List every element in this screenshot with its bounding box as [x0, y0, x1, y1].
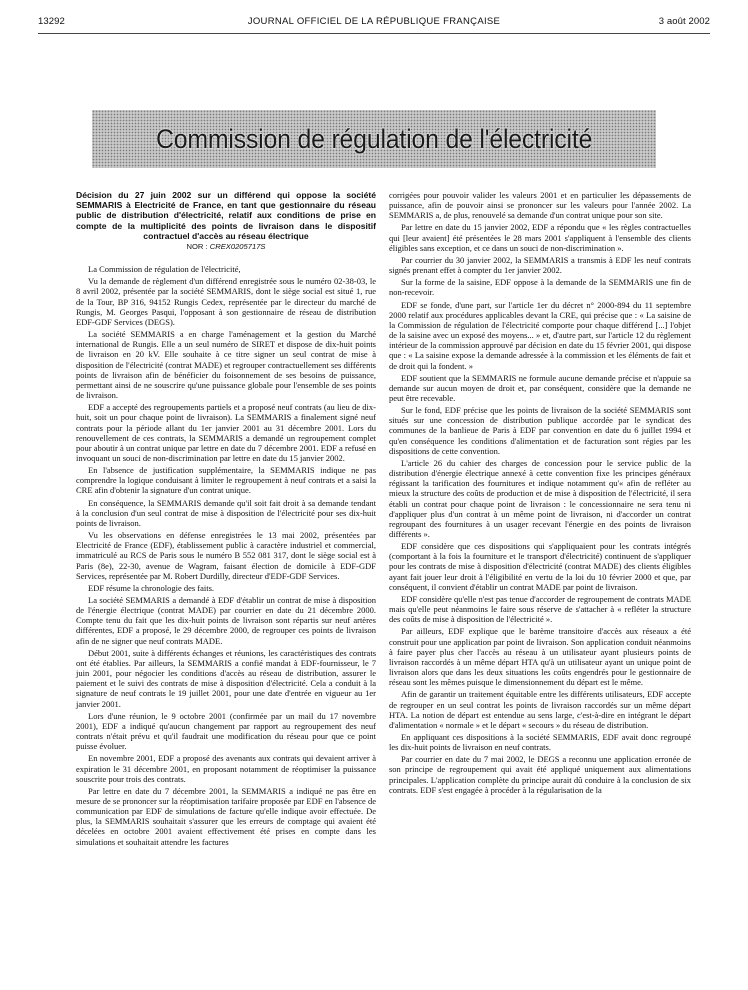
paragraph: EDF a accepté des regroupements partiels et a proposé neuf contrats (au lieu de dix-huit, soit un pour chaque point de livraison). La SEMMARIS a finalement signé neuf contrats pour la période allant du 1er janvier 2001 au 31 décembre 2001. Lors du renouvellement de ces contrats, la SEMMARIS a demandé un regroupement complet pour aboutir à un contrat unique par lettre en date du 7 décembre 2001. EDF a refusé en invoquant un souci de non-discrimination par lettre en date du 15 janvier 2002.	[76, 402, 376, 463]
section-banner-title: Commission de régulation de l'électricité	[155, 123, 593, 154]
paragraph: Vu les observations en défense enregistrées le 13 mai 2002, présentées par Electricité de France (EDF), établissement public à caractère industriel et commercial, immatriculé au RCS de Paris sous le numéro B 552 081 317, dont le siège social est à Paris (8e), 22-30, avenue de Wagram, faisant élection de domicile à EDF-GDF Services, représentée par M. Robert Durdilly, directeur d'EDF-GDF Services.	[76, 530, 376, 581]
paragraph: En novembre 2001, EDF a proposé des avenants aux contrats qui devaient arriver à expiration le 31 décembre 2001, en proposant notamment de réoptimiser la puissance souscrite pour trois des contrats.	[76, 753, 376, 784]
header-rule	[38, 33, 710, 34]
right-column-body	[389, 222, 691, 794]
decision-title: Décision du 27 juin 2002 sur un différend qui oppose la société SEMMARIS à Electricité de France, en tant que gestionnaire du réseau public de distribution d'électricité, relatif aux conditions de prise en compte de la multiplicité des points de livraison dans le dispositif contractuel d'accès au réseau électrique	[76, 190, 376, 241]
paragraph: La société SEMMARIS a en charge l'aménagement et la gestion du Marché international de Rungis. Elle a un seul numéro de SIRET et dispose de dix-huit points de livraison en 20 kV. Elle souhaite à ce titre signer un seul contrat de mise à disposition de l'électricité (contrat MADE) et regrouper contractuellement ses différents points de livraison afin de bénéficier du foisonnement de ses besoins de puissance, permettant ainsi de ne souscrire qu'une puissance globale pour l'ensemble de ses points de livraison.	[76, 329, 376, 401]
paragraph: Début 2001, suite à différents échanges et réunions, les caractéristiques des contrats ont été établies. Par ailleurs, la SEMMARIS a confié mandat à EDF-fournisseur, le 7 juin 2001, pour négocier les conditions d'accès au réseau de distribution, assurer le paiement et le suivi des contrats de mise à disposition d'électricité. Cela a conduit à la signature de neuf contrats le 19 juillet 2001, pour une date d'entrée en vigueur au 1er janvier 2001.	[76, 647, 376, 709]
left-column	[76, 190, 376, 849]
page-header	[38, 16, 710, 30]
paragraph: Vu la demande de règlement d'un différend enregistrée sous le numéro 02-38-03, le 8 avril 2002, présentée par la société SEMMARIS, dont le siège social est situé 1, rue de la Tour, BP 316, 94152 Rungis Cedex, représentée par le directeur du marché de Rungis, M. Georges Pasqui, l'opposant à son gestionnaire de réseau de distribution EDF-GDF Services (DEGS).	[76, 276, 376, 327]
nor-value: CREX0205717S	[209, 242, 266, 252]
paragraph: Par ailleurs, EDF explique que le barème transitoire d'accès aux réseaux a été construit pour une application par point de livraison. Son application conduit néanmoins à faire payer plus cher l'accès au réseau à un utilisateur ayant plusieurs points de livraison raccordés à un même départ HTA qu'à un utilisateur ayant un unique point de livraison alors que dans les deux situations les coûts engendrés pour le gestionnaire de réseau sont les mêmes puisque le dimensionnement du départ est le même.	[389, 626, 691, 688]
paragraph: Par lettre en date du 15 janvier 2002, EDF a répondu que « les règles contractuelles qui [leur avaient] été présentées le 28 mars 2001 s'appliquent à l'ensemble des clients éligibles sans exception, et ce dans un souci de non-discrimination ».	[389, 222, 691, 253]
paragraph: En conséquence, la SEMMARIS demande qu'il soit fait droit à sa demande tendant à la conclusion d'un seul contrat de mise à disposition de l'électricité pour ses dix-huit points de livraison.	[76, 497, 376, 528]
paragraph: En appliquant ces dispositions à la société SEMMARIS, EDF avait donc regroupé les dix-huit points de livraison en neuf contrats.	[389, 731, 691, 753]
paragraph: Par courrier du 30 janvier 2002, la SEMMARIS a transmis à EDF les neuf contrats signés prenant effet à compter du 1er janvier 2002.	[389, 254, 691, 276]
section-banner	[92, 110, 656, 168]
nor-reference	[76, 242, 376, 252]
paragraph: L'article 26 du cahier des charges de concession pour le service public de la distribution d'énergie électrique annexé à cette convention fixe les principes généraux régissant la tarification des fournitures et indique notamment qu'« afin de refléter au mieux la structure des coûts de production et de mise à disposition de l'électricité, il sera établi un contrat pour chaque point de livraison : le concessionnaire ne sera tenu ni d'appliquer plus d'un contrat à un même point de livraison, ni d'accorder un contrat regroupant des fournitures à un usager recevant l'énergie en des points de livraison différents ».	[389, 457, 691, 539]
paragraph: EDF se fonde, d'une part, sur l'article 1er du décret n° 2000-894 du 11 septembre 2000 relatif aux procédures applicables devant la CRE, qui précise que : « La saisine de la Commission de régulation de l'électricité comporte pour chaque différend [...] l'objet de la saisine avec un exposé des moyens... » et, d'autre part, sur l'article 12 du règlement intérieur de la commission approuvé par décision en date du 15 février 2001, qui dispose que : « La saisine expose la demande adressée à la commission et les éléments de fait et de droit qui la fondent. »	[389, 299, 691, 371]
paragraph: Par courrier en date du 7 mai 2002, le DEGS a reconnu une application erronée de son principe de regroupement qui avait été appliqué uniquement aux alimentations principales. L'application complète du principe aurait dû conduire à la conclusion de six contrats. EDF s'est engagée à procéder à la régularisation de la	[389, 754, 691, 795]
issue-date: 3 août 2002	[658, 16, 710, 27]
paragraph: EDF considère qu'elle n'est pas tenue d'accorder de regroupement de contrats MADE mais qu'elle peut néanmoins le faire sous réserve de s'attacher à « refléter la structure des coûts de mise à disposition de l'électricité ».	[389, 593, 691, 625]
paragraph: Par lettre en date du 7 décembre 2001, la SEMMARIS a indiqué ne pas être en mesure de se prononcer sur la réoptimisation tarifaire proposée par EDF en l'absence de communication par EDF de simulations de facture qu'elle indique avoir effectuée. De plus, la SEMMARIS souhaitait s'assurer que les erreurs de comptage qui avaient été décelées en octobre 2001 avaient effectivement été prises en compte dans les simulations et souhaitait attendre les factures	[76, 785, 376, 847]
paragraph: La Commission de régulation de l'électricité,	[88, 264, 241, 275]
right-column	[389, 190, 691, 797]
paragraph: Sur le fond, EDF précise que les points de livraison de la société SEMMARIS sont situés sur une concession de distribution publique accordée par le syndicat des communes de la banlieue de Paris à EDF par convention en date du 6 juillet 1994 et qu'en conséquence les conditions d'alimentation et de facturation sont régies par les dispositions de cette convention.	[389, 405, 691, 456]
left-column-body	[76, 264, 376, 847]
paragraph: EDF soutient que la SEMMARIS ne formule aucune demande précise et n'appuie sa demande sur aucun moyen de droit et, par conséquent, considère que la demande ne peut être recevable.	[389, 372, 691, 403]
paragraph: Afin de garantir un traitement équitable entre les différents utilisateurs, EDF accepte de regrouper en un seul contrat les points de livraison raccordés sur un même départ HTA. La notion de départ est entendue au sens large, c'est-à-dire en intégrant le départ d'alimentation « normale » et le départ « secours » du réseau de distribution.	[389, 689, 691, 730]
paragraph: En l'absence de justification supplémentaire, la SEMMARIS indique ne pas comprendre la logique conduisant à limiter le regroupement à neuf contrats et a saisi la CRE afin d'obtenir la signature d'un contrat unique.	[76, 465, 376, 496]
nor-label: NOR :	[186, 242, 208, 252]
paragraph-continuation: corrigées pour pouvoir valider les valeurs 2001 et en particulier les dépassements de puissance, afin de pouvoir ainsi se prononcer sur les valeurs pour l'année 2002. La SEMMARIS a, de plus, renouvelé sa demande d'un contrat unique pour son site.	[389, 190, 691, 221]
journal-title: JOURNAL OFFICIEL DE LA RÉPUBLIQUE FRANÇAISE	[247, 16, 501, 27]
paragraph: Lors d'une réunion, le 9 octobre 2001 (confirmée par un mail du 17 novembre 2001), EDF a indiqué qu'aucun changement par rapport au regroupement des neuf contrats n'était prévu et qu'il faudrait une modification du réseau pour que ce point puisse évoluer.	[76, 710, 376, 752]
page-number: 13292	[38, 16, 65, 27]
paragraph: La société SEMMARIS a demandé à EDF d'établir un contrat de mise à disposition de l'énergie électrique (contrat MADE) par courrier en date du 21 décembre 2000. Compte tenu du fait que les dix-huit points de livraison sont répartis sur neuf artères différentes, EDF a proposé, le 29 décembre 2000, de regrouper ces points de livraison afin de ne signer que neuf contrats MADE.	[76, 595, 376, 646]
paragraph: EDF considère que ces dispositions qui s'appliquaient pour les contrats intégrés (comportant à la fois la fourniture et le transport d'électricité) continuent de s'appliquer pour les contrats de mise à disposition d'électricité (contrat MADE) des clients éligibles ayant fait jouer leur droit à l'éligibilité en vertu de la loi du 10 février 2000 et que, par conséquent, il convient d'établir un contrat MADE par point de livraison.	[389, 541, 691, 592]
paragraph: Sur la forme de la saisine, EDF oppose à la demande de la SEMMARIS une fin de non-recevoir.	[389, 277, 691, 298]
paragraph: EDF résume la chronologie des faits.	[88, 582, 215, 593]
